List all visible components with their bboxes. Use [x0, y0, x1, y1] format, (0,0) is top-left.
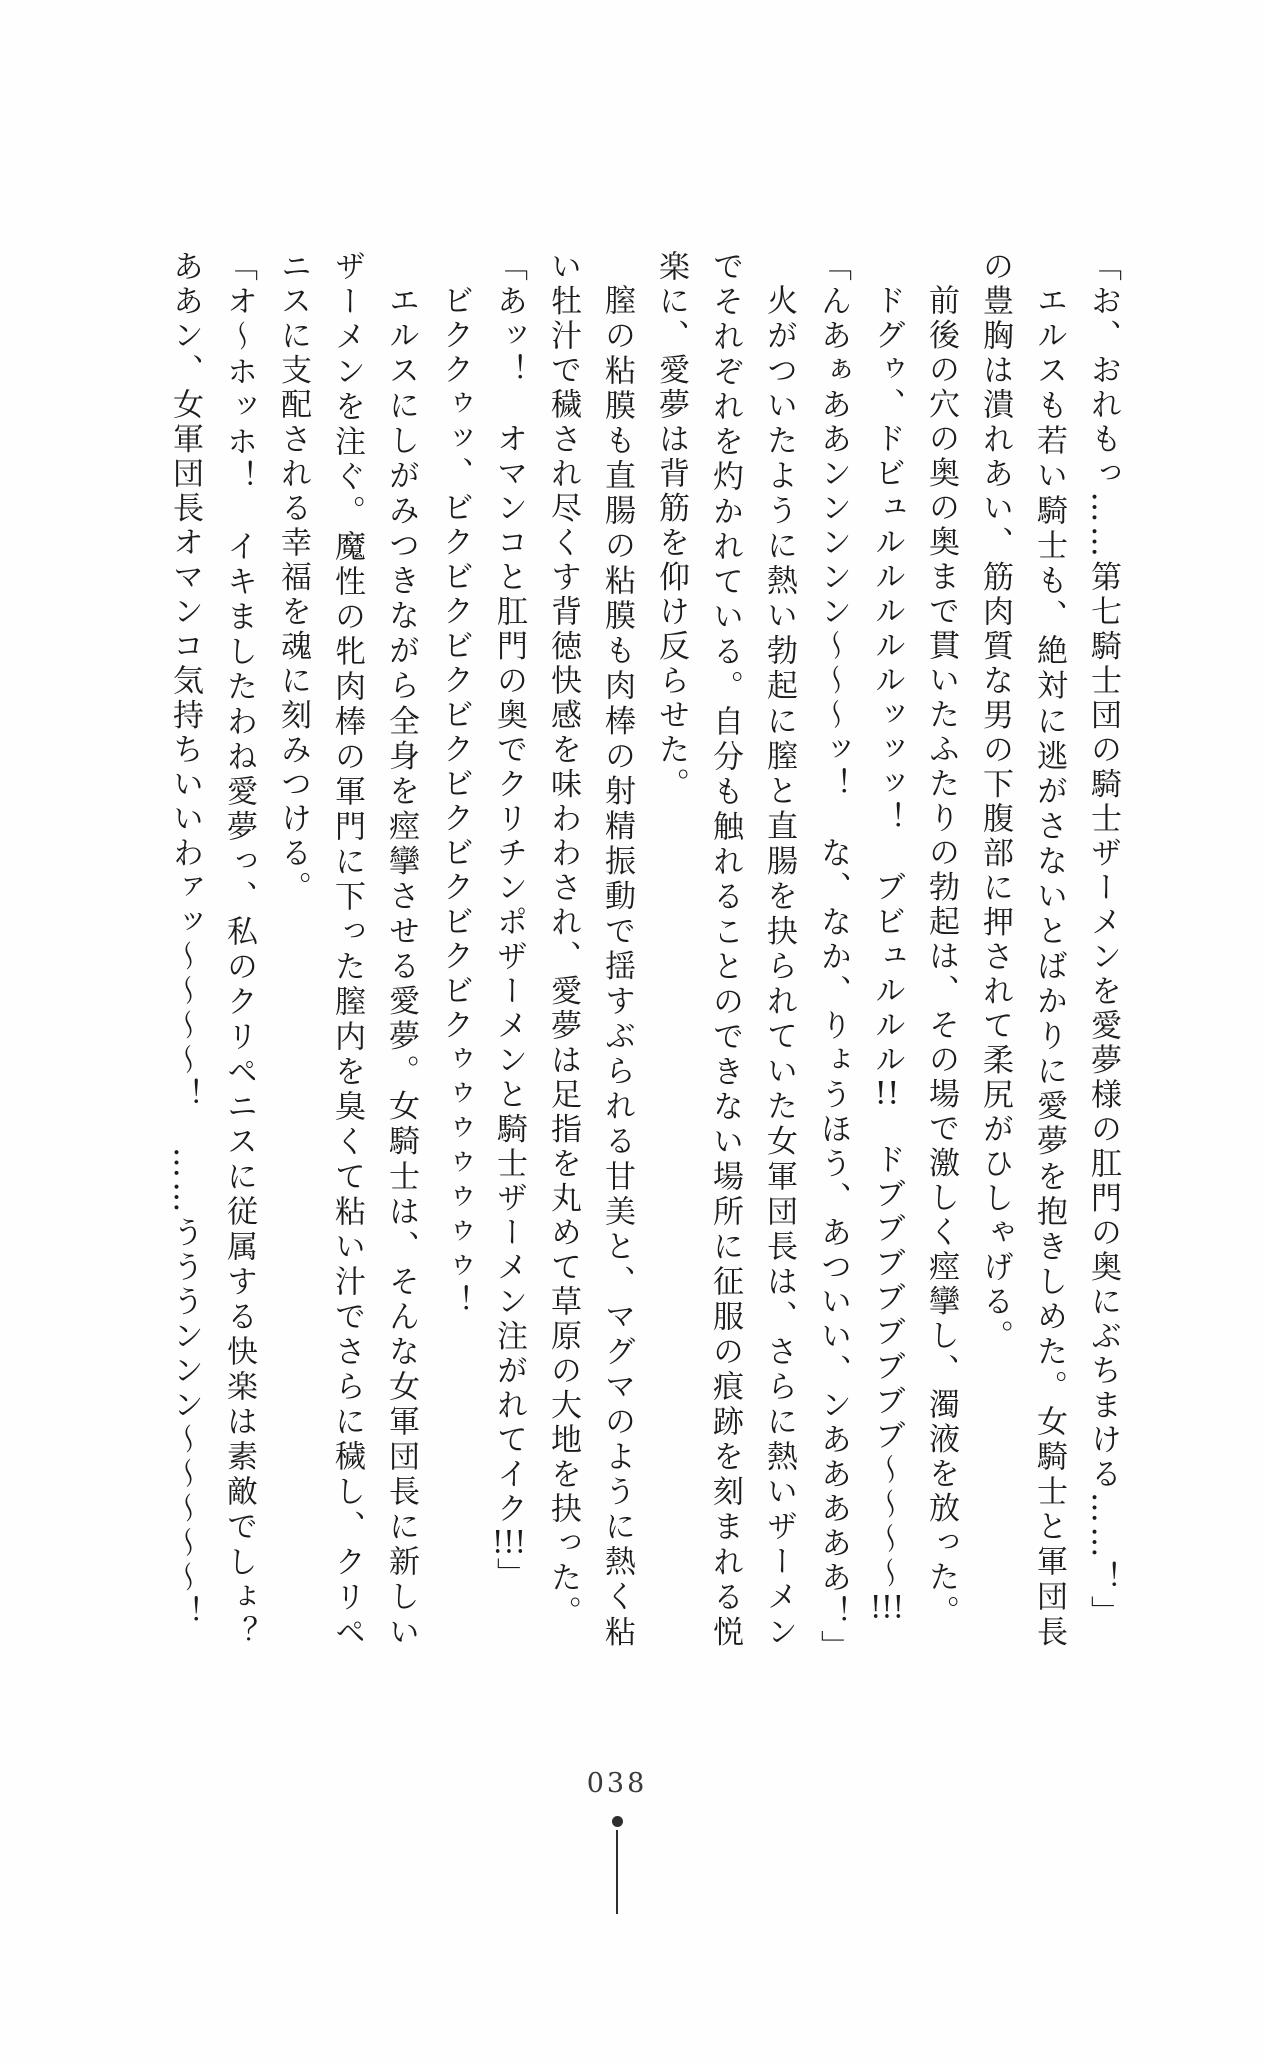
- footer-dot-ornament: [612, 1816, 623, 1827]
- paragraph: 「オ〜ホッホ！ イキましたわね愛夢っ、私のクリペニスに従属する快楽は素敵でしょ？ ああン、女軍団長オマンコ気持ちいいわァッ〜〜〜〜！ ……うううンンン〜〜〜〜〜！: [167, 250, 257, 1685]
- paragraph: 火がついたように熱い勃起に膣と直腸を抉られていた女軍団長は、さらに熱いザーメンでそれぞれを灼かれている。自分も触れることのできない場所に征服の痕跡を刻まれる悦楽に、愛夢は背筋を仰け反らせた。: [653, 250, 797, 1650]
- body-text: [158, 250, 1130, 1685]
- exclamation-cluster: !!!: [869, 1591, 905, 1623]
- paragraph: 「んあぁああンンンンン〜〜〜ッ！ な、なか、りょうほう、あついい、ンあああああ！」: [815, 250, 851, 1665]
- paragraph: 膣の粘膜も直腸の粘膜も肉棒の射精振動で揺すぶられる甘美と、マグマのように熱く粘い牡汁で穢され尽くす背徳快感を味わわされ、愛夢は足指を丸めて草原の大地を抉った。: [545, 250, 635, 1650]
- paragraph: ビククゥッ、ビクビクビクビクビクビクビクビクゥゥゥゥゥゥゥ！: [437, 284, 473, 1319]
- exclamation-cluster: !!: [874, 1077, 900, 1109]
- page-number: 038: [586, 1768, 648, 1799]
- paragraph: 前後の穴の奥の奥まで貫いたふたりの勃起は、その場で激しく痙攣し、濁液を放った。: [923, 284, 959, 1630]
- paragraph: 「お、おれもっ……第七騎士団の騎士ザーメンを愛夢様の肛門の奥にぶちまける……！」: [1085, 250, 1121, 1630]
- paragraph: 「あッ！ オマンコと肛門の奥でクリチンポザーメンと騎士ザーメン注がれてイク!!!」: [491, 250, 527, 1592]
- paragraph: エルスにしがみつきながら全身を痙攣させる愛夢。女騎士は、そんな女軍団長に新しいザーメンを注ぐ。魔性の牝肉棒の軍門に下った膣内を臭くて粘い汁でさらに穢し、クリペニスに支配される幸福を魂に刻みつける。: [275, 250, 419, 1650]
- exclamation-cluster: !!!: [491, 1526, 527, 1558]
- footer-line-ornament: [616, 1830, 618, 1914]
- paragraph: エルスも若い騎士も、絶対に逃がさないとばかりに愛夢を抱きしめた。女騎士と軍団長の豊胸は潰れあい、筋肉質な男の下腹部に押されて柔尻がひしゃげる。: [977, 250, 1067, 1650]
- paragraph: ドグゥ、ドビュルルルルルッッッ！ ブビュルルル!! ドブブブブブブブブ〜〜〜〜!!!: [869, 284, 905, 1623]
